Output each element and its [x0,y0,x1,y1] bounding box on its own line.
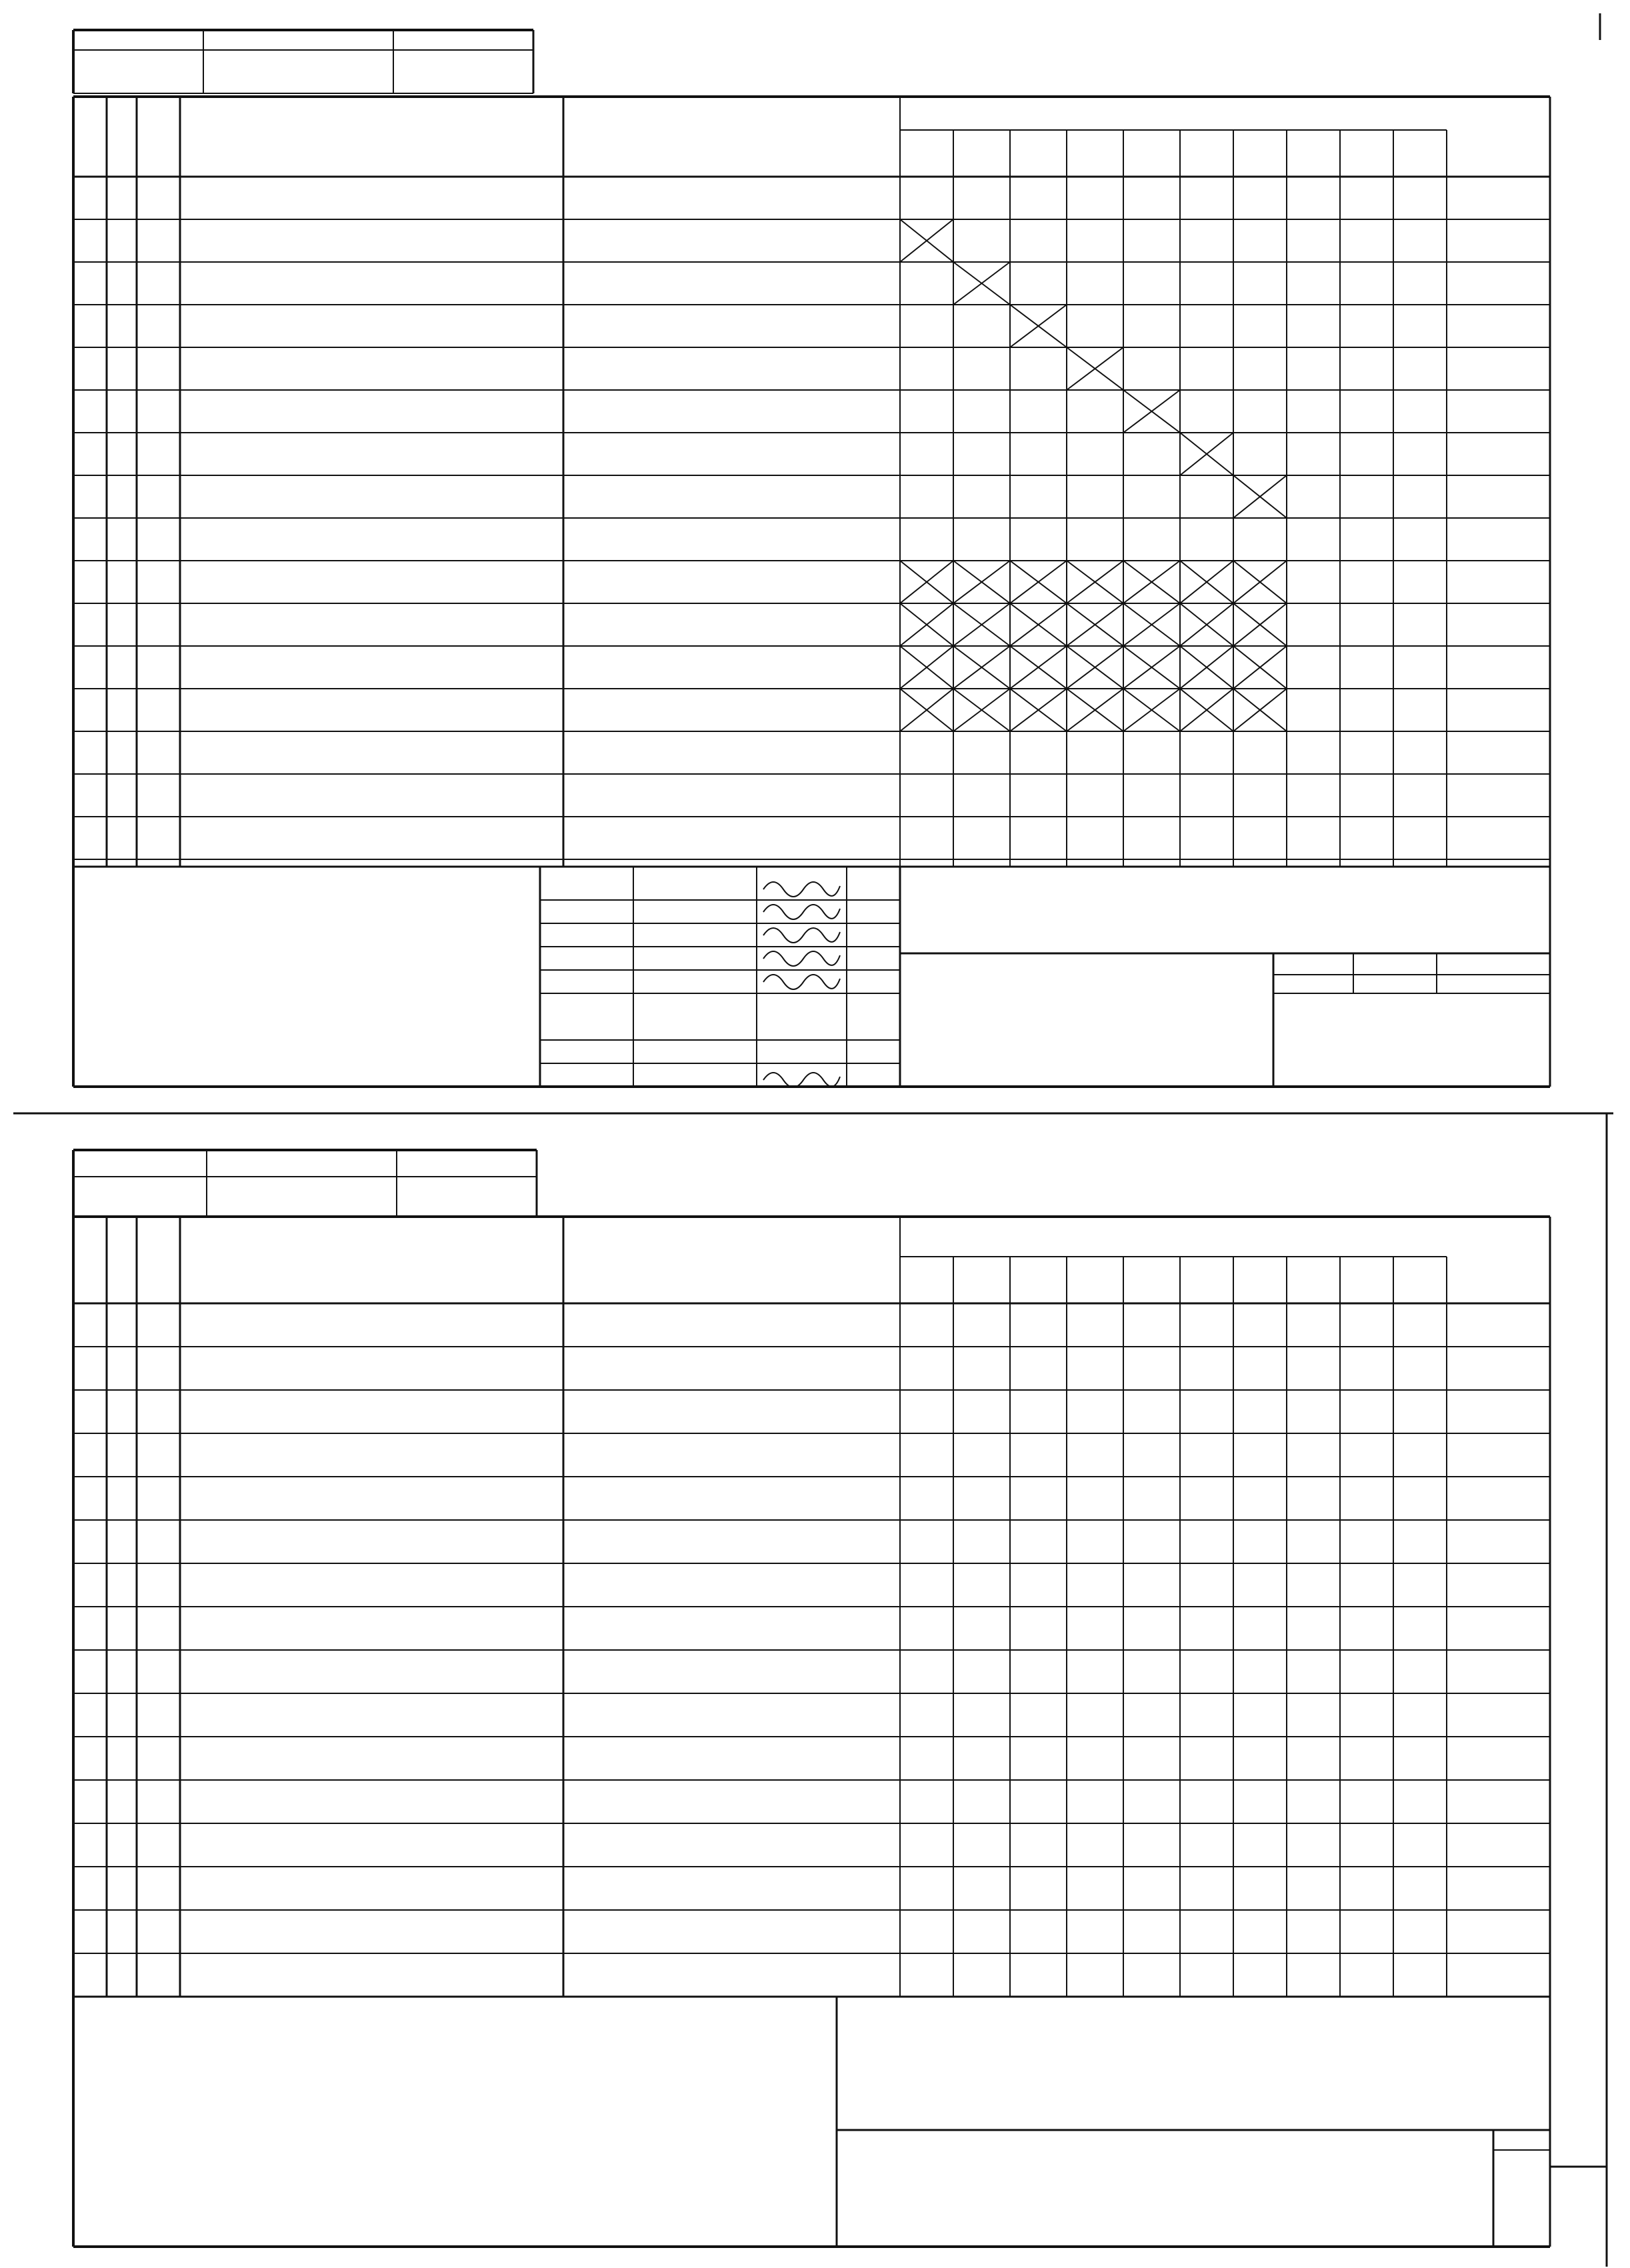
signature-mark [763,928,840,943]
signature-mark [763,882,840,897]
signature-mark [763,975,840,989]
signature-mark [763,951,840,966]
signature-mark [763,905,840,919]
signature-mark [763,1073,840,1087]
